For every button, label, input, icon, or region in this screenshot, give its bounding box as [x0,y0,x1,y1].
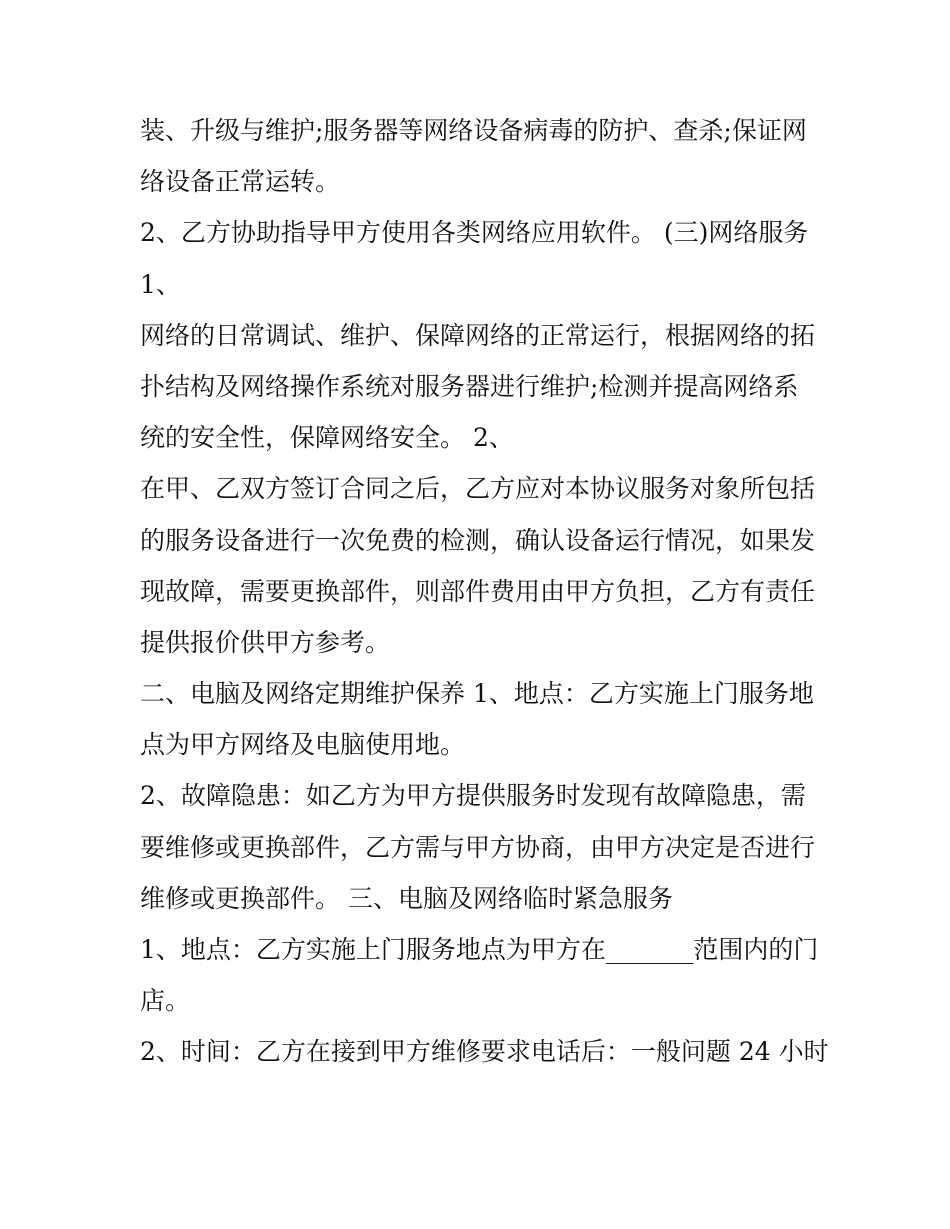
text-line: 扑结构及网络操作系统对服务器进行维护;检测并提高网络系 [140,371,799,401]
text-line: 网络的日常调试、维护、保障网络的正常运行，根据网络的拓 [140,320,816,350]
text-line: 要维修或更换部件，乙方需与甲方协商，由甲方决定是否进行 [140,832,816,862]
text-line: 2、故障隐患：如乙方为甲方提供服务时发现有故障隐患，需 [140,781,806,811]
text-line: 统的安全性，保障网络安全。 2、 [140,423,514,453]
text-line: 2、时间：乙方在接到甲方维修要求电话后：一般问题 24 小时 [140,1037,829,1067]
text-line: 店。 [140,986,191,1016]
text-line: 2、乙方协助指导甲方使用各类网络应用软件。 (三)网络服务 [140,218,809,248]
text-line: 维修或更换部件。 三、电脑及网络临时紧急服务 [140,883,673,913]
text-line: 络设备正常运转。 [140,167,341,197]
text-line: 在甲、乙双方签订合同之后，乙方应对本协议服务对象所包括 [140,474,816,504]
text-line: 现故障，需要更换部件，则部件费用由甲方负担，乙方有责任 [140,576,816,606]
text-line: 的服务设备进行一次免费的检测，确认设备运行情况，如果发 [140,525,816,555]
text-line: 装、升级与维护;服务器等网络设备病毒的防护、查杀;保证网 [140,116,807,145]
text-line: 点为甲方网络及电脑使用地。 [140,730,466,760]
text-line: 1、 [140,269,181,299]
document-body [140,105,830,1078]
text-line: 二、电脑及网络定期维护保养 1、地点：乙方实施上门服务地 [140,679,814,709]
text-line: 1、地点：乙方实施上门服务地点为甲方在_______范围内的门 [140,935,819,964]
text-line: 提供报价供甲方参考。 [140,627,391,657]
